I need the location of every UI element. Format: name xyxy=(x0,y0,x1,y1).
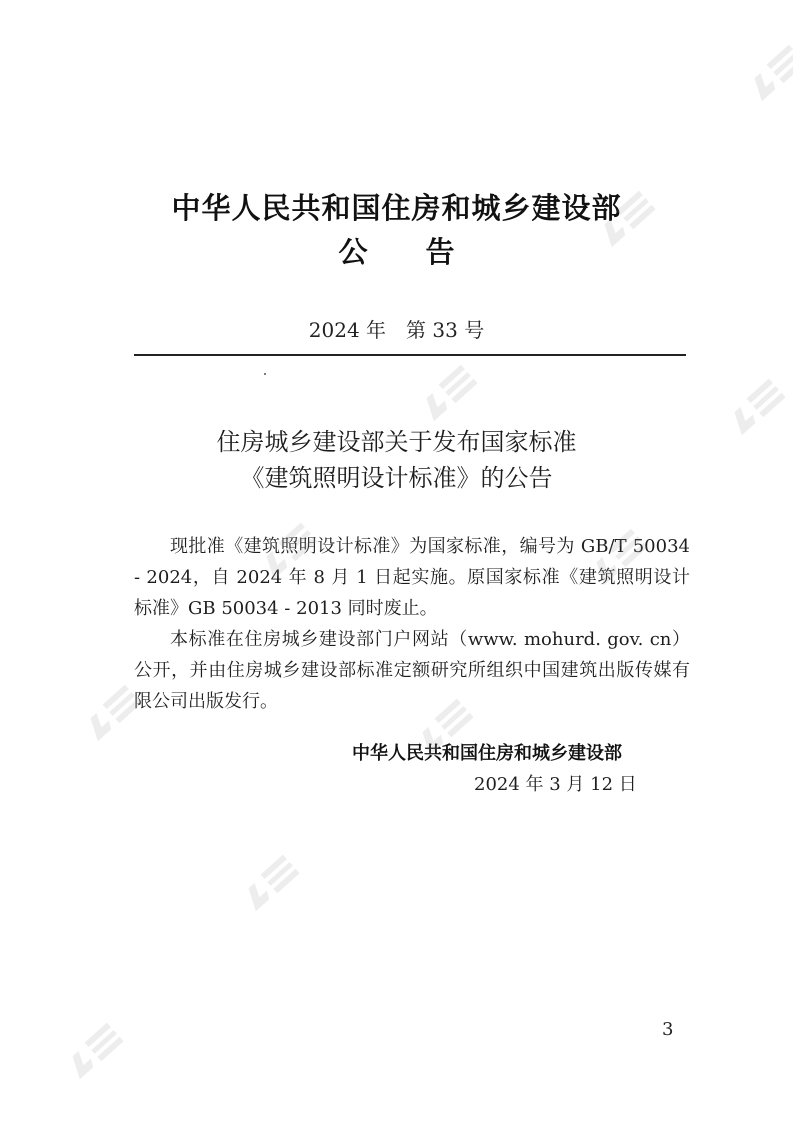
scan-speck xyxy=(264,373,266,375)
title-line-2: 《建筑照明设计标准》的公告 xyxy=(240,464,553,492)
watermark-logo-icon xyxy=(233,842,313,920)
issuer-heading: 中华人民共和国住房和城乡建设部 xyxy=(171,191,622,225)
document-type-heading: 公告 xyxy=(338,235,513,269)
watermark-logo-icon xyxy=(739,32,793,110)
announcement-title xyxy=(0,424,793,496)
signature-date: 2024 年 3 月 12 日 xyxy=(474,774,637,795)
document-number: 2024 年 第 33 号 xyxy=(308,318,485,342)
signature-organization: 中华人民共和国住房和城乡建设部 xyxy=(352,743,622,764)
page-number: 3 xyxy=(662,1019,674,1040)
watermark-logo-icon xyxy=(57,1010,137,1088)
body-paragraph-2: 本标准在住房城乡建设部门户网站（www. mohurd. gov. cn）公开，并由住房城乡建设部标准定额研究所组织中国建筑出版传媒有限公司出版发行。 xyxy=(134,629,690,712)
title-line-1: 住房城乡建设部关于发布国家标准 xyxy=(216,428,577,456)
body-paragraph-1: 现批准《建筑照明设计标准》为国家标准，编号为 GB/T 50034 - 2024，自 2024 年 8 月 1 日起实施。原国家标准《建筑照明设计标准》GB 50034 - 2013 同时废止。 xyxy=(134,536,690,619)
header-divider xyxy=(134,354,686,356)
watermark-logo-icon xyxy=(411,352,491,430)
